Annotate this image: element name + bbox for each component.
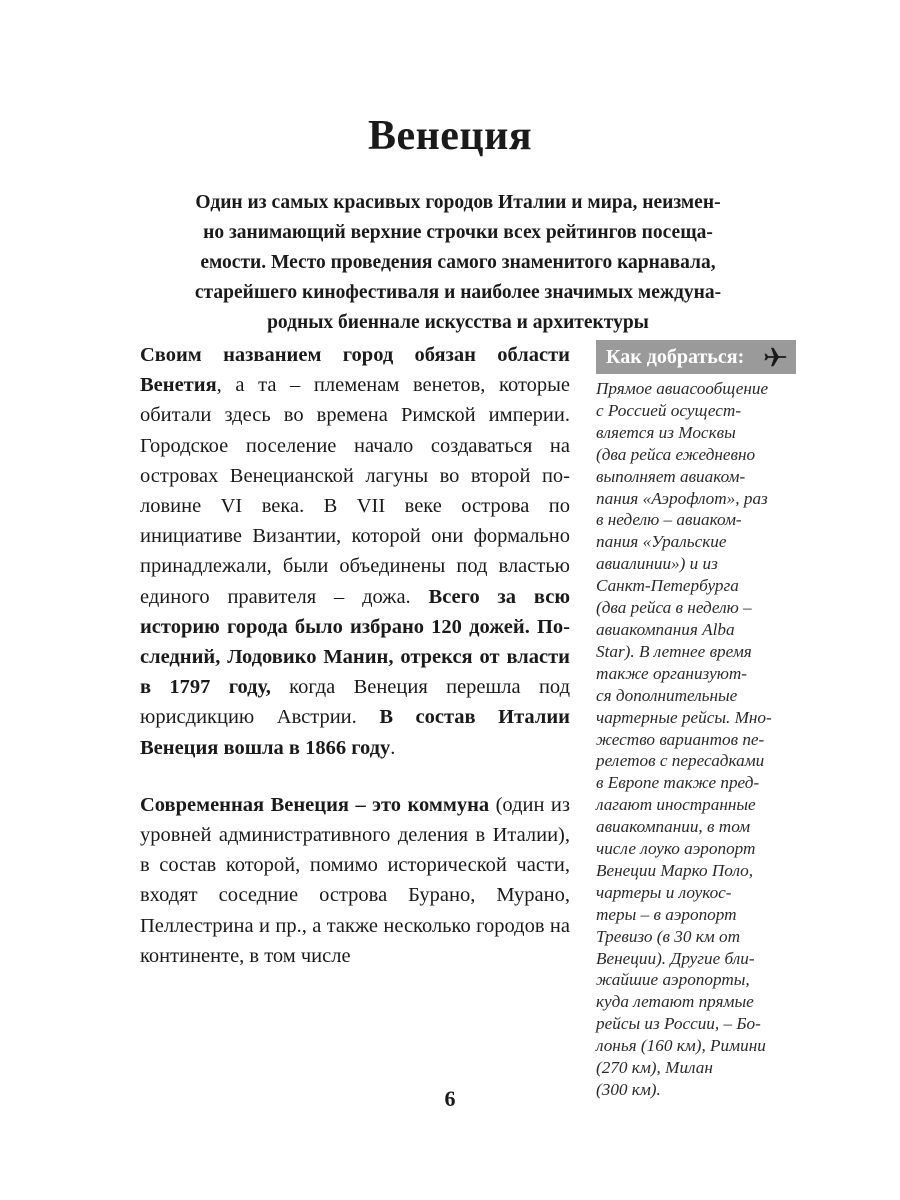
sidebar-heading (596, 340, 796, 374)
sidebar-line: релетов с пересадками (596, 751, 765, 771)
sidebar-line: рейсы из России, – Бо- (596, 1014, 761, 1034)
sidebar-line: авиакомпании, в том (596, 817, 751, 837)
sidebar-line: чартерные рейсы. Мно- (596, 707, 772, 727)
sidebar-line: пания «Аэрофлот», раз (596, 488, 768, 508)
lead-line: но занимающий верхние строчки всех рейтингов посеща- (203, 222, 713, 243)
main-column (140, 340, 570, 971)
sidebar-line: Star). В летнее время (596, 641, 752, 661)
body-paragraph-1 (140, 340, 570, 763)
sidebar-line: Прямое авиасообщение (596, 379, 769, 398)
sidebar-line: Тревизо (в 30 км от (596, 926, 741, 946)
lead-line: Один из самых красивых городов Италии и мира, неизмен- (195, 192, 721, 213)
bold-phrase: В состав Италии Венеция вошла в 1866 году (140, 706, 570, 759)
sidebar-line: жайшие аэропорты, (596, 970, 750, 990)
sidebar-line: (300 км). (596, 1080, 661, 1099)
lead-line: емости. Место проведения самого знаменитого карнавала, (200, 252, 716, 273)
travel-sidebar (596, 340, 796, 1101)
sidebar-line: в неделю – авиаком- (596, 510, 742, 530)
sidebar-line: куда летают прямые (596, 992, 754, 1012)
sidebar-line: ся дополнительные (596, 685, 738, 705)
body-paragraph-2 (140, 790, 570, 971)
sidebar-line: авиалинии») и из (596, 554, 718, 574)
sidebar-line: Венеции). Другие бли- (596, 948, 755, 968)
sidebar-line: вляется из Москвы (596, 422, 736, 442)
page-title: Венеция (367, 113, 533, 159)
sidebar-line: с Россией осущест- (596, 400, 742, 420)
sidebar-line: (270 км), Милан (596, 1058, 713, 1078)
sidebar-line: числе лоуко аэропорт (596, 839, 756, 859)
sidebar-line: Венеции Марко Поло, (596, 860, 754, 880)
body-text: . (390, 736, 396, 759)
lead-line: родных биеннале искусства и архитектуры (267, 312, 649, 333)
bold-phrase: Современная Венеция – это коммуна (140, 793, 490, 816)
body-text: (один из уровней административного деления в Италии), в состав которой, помимо исторической части, входят соседние острова Бурано, Мурано, Пеллестрина и пр., а также несколько городов на континенте, в том числе (140, 793, 570, 967)
sidebar-line: теры – в аэропорт (596, 904, 737, 924)
bold-phrase: Своим названием город обязан области Венетия (140, 344, 570, 397)
bold-phrase: Всего за всю историю города было избрано 120 дожей. Последний, Лодовико Манин, отрекся от власти в 1797 году, (140, 585, 570, 699)
sidebar-line: пания «Уральские (596, 532, 727, 552)
sidebar-heading-label: Как добраться: (606, 345, 745, 368)
body-text: , а та – племенам венетов, которые обитали здесь во времена Римской империи. Городское поселение начало создаваться на островах Венецианской лагуны во второй половине VI века. В VII веке острова по инициативе Византии, которой они формально принадлежали, были объединены под властью единого правителя – дожа. (140, 374, 570, 608)
page-number: 6 (444, 1086, 456, 1111)
sidebar-line: лонья (160 км), Римини (596, 1036, 766, 1056)
sidebar-line: авиакомпания Alba (596, 619, 735, 639)
sidebar-line: чартеры и лоукос- (596, 882, 732, 902)
lead-paragraph (128, 188, 788, 338)
sidebar-line: (два рейса в неделю – (596, 598, 752, 618)
sidebar-line: также организуют- (596, 663, 748, 683)
airplane-icon (762, 344, 788, 370)
sidebar-line: жество вариантов пе- (596, 729, 765, 749)
sidebar-line: лагают иностранные (596, 795, 756, 815)
sidebar-line: выполняет авиаком- (596, 466, 746, 486)
lead-line: старейшего кинофестиваля и наиболее значимых междуна- (194, 282, 722, 303)
body-text: когда Венеция перешла под юрисдикцию Австрии. (140, 676, 570, 729)
sidebar-text (596, 378, 796, 1101)
sidebar-line: (два рейса ежедневно (596, 444, 756, 464)
sidebar-line: Санкт-Петербурга (596, 576, 739, 596)
sidebar-line: в Европе также пред- (596, 773, 760, 793)
